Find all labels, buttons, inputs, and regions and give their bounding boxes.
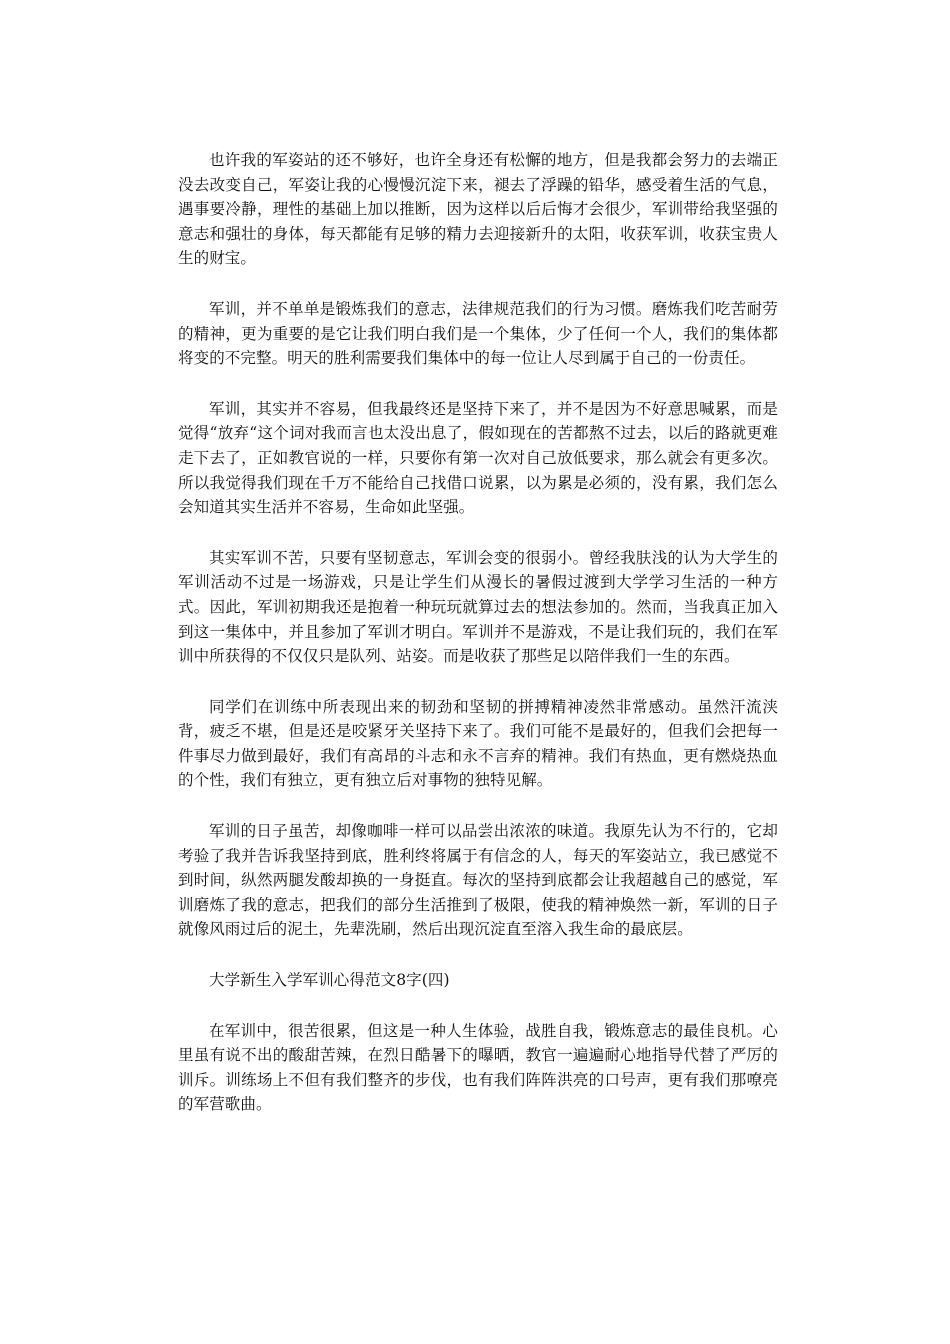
paragraph-7: 在军训中，很苦很累，但这是一种人生体验，战胜自我，锻炼意志的最佳良机。心里虽有说不出的酸甜苦辣，在烈日酷暑下的曝晒，教官一遍遍耐心地指导代替了严厉的训斥。训练场上不但有我们整齐的步伐，也有我们阵阵洪亮的口号声，更有我们那嘹亮的军营歌曲。 <box>178 1021 778 1114</box>
paragraph-1: 也许我的军姿站的还不够好，也许全身还有松懈的地方，但是我都会努力的去端正没去改变自己，军姿让我的心慢慢沉淀下来，褪去了浮躁的铅华，感受着生活的气息，遇事要冷静，理性的基础上加以推断，因为这样以后后悔才会很少，军训带给我坚强的意志和强壮的身体，每天都能有足够的精力去迎接新升的太阳，收获军训，收获宝贵人生的财宝。 <box>178 151 778 268</box>
document-body <box>178 148 778 1143</box>
paragraph-4: 其实军训不苦，只要有坚韧意志，军训会变的很弱小。曾经我肤浅的认为大学生的军训活动不过是一场游戏，只是让学生们从漫长的暑假过渡到大学学习生活的一种方式。因此，军训初期我还是抱着一种玩玩就算过去的想法参加的。然而，当我真正加入到这一集体中，并且参加了军训才明白。军训并不是游戏，不是让我们玩的，我们在军训中所获得的不仅仅只是队列、站姿。而是收获了那些足以陪伴我们一生的东西。 <box>178 548 778 666</box>
paragraph-3: 军训，其实并不容易，但我最终还是坚持下来了，并不是因为不好意思喊累，而是觉得“放弃“这个词对我而言也太没出息了，假如现在的苦都熬不过去，以后的路就更难走下去了，正如教官说的一样，只要你有第一次对自己放低要求，那么就会有更多次。所以我觉得我们现在千万不能给自己找借口说累，以为累是必须的，没有累，我们怎么会知道其实生活并不容易，生命如此坚强。 <box>178 399 778 517</box>
section-heading: 大学新生入学军训心得范文8字(四) <box>209 971 450 990</box>
paragraph-5: 同学们在训练中所表现出来的韧劲和坚韧的拼搏精神凌然非常感动。虽然汗流浃背，疲乏不堪，但是还是咬紧牙关坚持下来了。我们可能不是最好的，但我们会把每一件事尽力做到最好，我们有高昂的斗志和永不言弃的精神。我们有热血，更有燃烧热血的个性，我们有独立，更有独立后对事物的独特见解。 <box>178 697 778 790</box>
paragraph-6: 军训的日子虽苦，却像咖啡一样可以品尝出浓浓的味道。我原先认为不行的，它却考验了我并告诉我坚持到底，胜利终将属于有信念的人，每天的军姿站立，我已感觉不到时间，纵然两腿发酸却换的一身挺直。每次的坚持到底都会让我超越自己的感觉，军训磨炼了我的意志，把我们的部分生活推到了极限，使我的精神焕然一新，军训的日子就像风雨过后的泥土，先辈洗刷，然后出现沉淀直至溶入我生命的最底层。 <box>178 822 778 939</box>
paragraph-2: 军训，并不单单是锻炼我们的意志，法律规范我们的行为习惯。磨炼我们吃苦耐劳的精神，更为重要的是它让我们明白我们是一个集体，少了任何一个人，我们的集体都将变的不完整。明天的胜利需要我们集体中的每一位让人尽到属于自己的一份责任。 <box>178 299 778 368</box>
